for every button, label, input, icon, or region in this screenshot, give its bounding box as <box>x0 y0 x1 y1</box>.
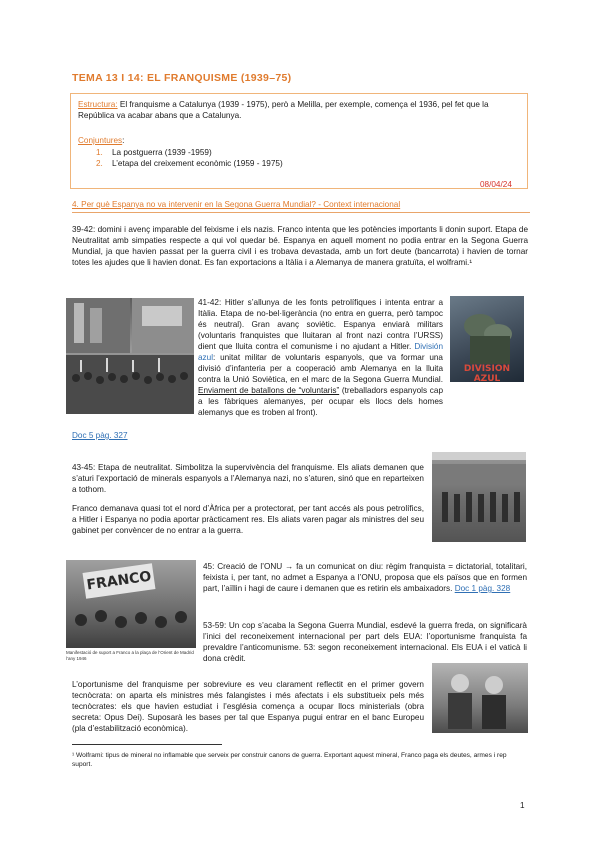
section-heading: 4. Per què Espanya no va intervenir en la Segona Guerra Mundial? - Context internacional <box>72 200 401 209</box>
crowd-silhouettes <box>66 560 196 648</box>
handshake-photo-art <box>432 663 528 733</box>
franco-rally-photo <box>66 560 196 648</box>
poster-title: DIVISION AZUL <box>463 364 511 382</box>
franco-sign: FRANCO <box>83 563 156 598</box>
page-title: TEMA 13 I 14: EL FRANQUISME (1939–75) <box>72 72 292 84</box>
parade-photo <box>432 452 526 542</box>
paragraph-41-42-top: 41-42: Hitler s’allunya de les fonts petrolífiques i intenta entrar a Itàlia. Etapa de no-bel·ligerància (no entra en guerra, però tampoc és neutral). Gran avanç soviètic. Espanya enviarà militars (voluntaris franquistes que lluitaran al front nazi contra l’URSS) dient que lluita contra el comunisme i no ajudant a Hitler. División azul: unitat militar de voluntaris espanyols, que va formar una divisió d’infanteria per a cooperació amb Alemanya en la lluita contra la Unió Soviètica, en el marc de la Segona Guerra Mundial. Enviament de batallons de “voluntaris” (treballadors espanyols cap a les fàbriques alemanyes, per ocupar els llocs dels homes alemanys que es troben al front). <box>198 298 443 417</box>
list-item: 2. L’etapa del creixement econòmic (1959 - 1975) <box>96 159 283 168</box>
paragraph-franco-africa: Franco demanava quasi tot el nord d’Àfrica per a protectorat, per tant accés als pous petrolífics, a Hitler i Espanya no podia aportar pràcticament res. Els aliats varen pagar als ministres del seu gabinet per convèncer de no entrar a la guerra. <box>72 504 424 535</box>
conjuntures-list <box>96 147 283 169</box>
enviament-text: Enviament de batallons de “voluntaris” <box>198 386 340 395</box>
section-divider <box>72 212 530 213</box>
page-number: 1 <box>520 801 525 810</box>
paragraph-43-45: 43-45: Etapa de neutralitat. Simbolitza la supervivència del franquisme. Els aliats demanen que s’aturi l’exportació de minerals espanyols a l’Alemanya nazi, no s’aturen, sinó que en reparteixen a tothom. <box>72 463 424 494</box>
paragraph-opportunism: L’oportunisme del franquisme per sobreviure es veu clarament reflectit en el primer govern tecnòcrata: on aparta els ministres més falangistes i més afectats i els substitueix pels més tecnòcrates: els que havien estudiat i l’església comença a ocupar llocs ministerials (obra secreta: Opus Dei). Suposarà les bases per tal que Espanya pugui entrar en el banc Europeu (pla d’estabilització econòmica). <box>72 680 424 733</box>
date-label: 08/04/24 <box>480 180 512 189</box>
doc1-link[interactable]: Doc 1 pàg. 328 <box>454 584 511 593</box>
parade-photo-art <box>432 452 526 542</box>
footnote: ¹ Wolframi: tipus de mineral no inflamable que serveix per construir canons de guerra. Exportant aquest mineral, Franco paga els deutes, armes i rep suport. <box>72 752 507 768</box>
division-azul-poster <box>450 296 524 382</box>
footnote-rule <box>72 744 222 745</box>
conjuntures-heading: Conjuntures: <box>78 136 125 145</box>
paragraph-45: 45: Creació de l’ONU → fa un comunicat on diu: règim franquista = dictatorial, totalitari, feixista i, per tant, no admet a Espanya a l’ONU, proposa que els països que en formen part, l’aïllin i hagi de caure i demanen que es retirin els ambaixadors. Doc 1 pàg. 328 <box>203 562 527 593</box>
doc5-link[interactable]: Doc 5 pàg. 327 <box>72 431 128 440</box>
handshake-photo <box>432 663 528 733</box>
list-item: 1. La postguerra (1939 -1959) <box>96 148 212 157</box>
estructura-paragraph <box>78 99 522 121</box>
estructura-text: El franquisme a Catalunya (1939 - 1975), però a Melilla, per exemple, comença el 1936, pel fet que la República va acabar abans que a Catalunya. <box>78 100 489 120</box>
paragraph-39-42: 39-42: domini i avenç imparable del feixisme i els nazis. Franco intenta que les potències importants li donin suport. Etapa de Neutralitat amb simpaties respecte a qui vol quedar bé. Espanya en aquell moment no podia entrar en la Segona Guerra Mundial, ja que havien passat per la guerra civil i es trobava devastada, amb un fort deute (bancarrota) i havien de tornar totes les ajudes que li havien donat. Es fan exportacions a Itàlia i a Alemanya de manera gratuïta, el wolframi.¹ <box>72 225 528 267</box>
conjuntures-label: Conjuntures <box>78 136 123 145</box>
division-azul-link[interactable]: División azul <box>198 342 443 362</box>
crowd-photo-art <box>66 298 194 414</box>
crowd-photo <box>66 298 194 414</box>
estructura-label: Estructura: <box>78 100 118 109</box>
photo-caption: Manifestació de suport a Franco a la plaça de l’Orient de Madrid l’any 1946 <box>66 650 194 661</box>
paragraph-53-59: 53-59: Un cop s’acaba la Segona Guerra Mundial, esdevé la guerra freda, on significarà l’inici del reconeixement internacional per part dels EUA: l’oportunisme franquista fa prevaldre l’anticomunisme. 53: segon reconeixement internacional. Els EUA i el vaticà li dona crèdit. <box>203 621 527 663</box>
